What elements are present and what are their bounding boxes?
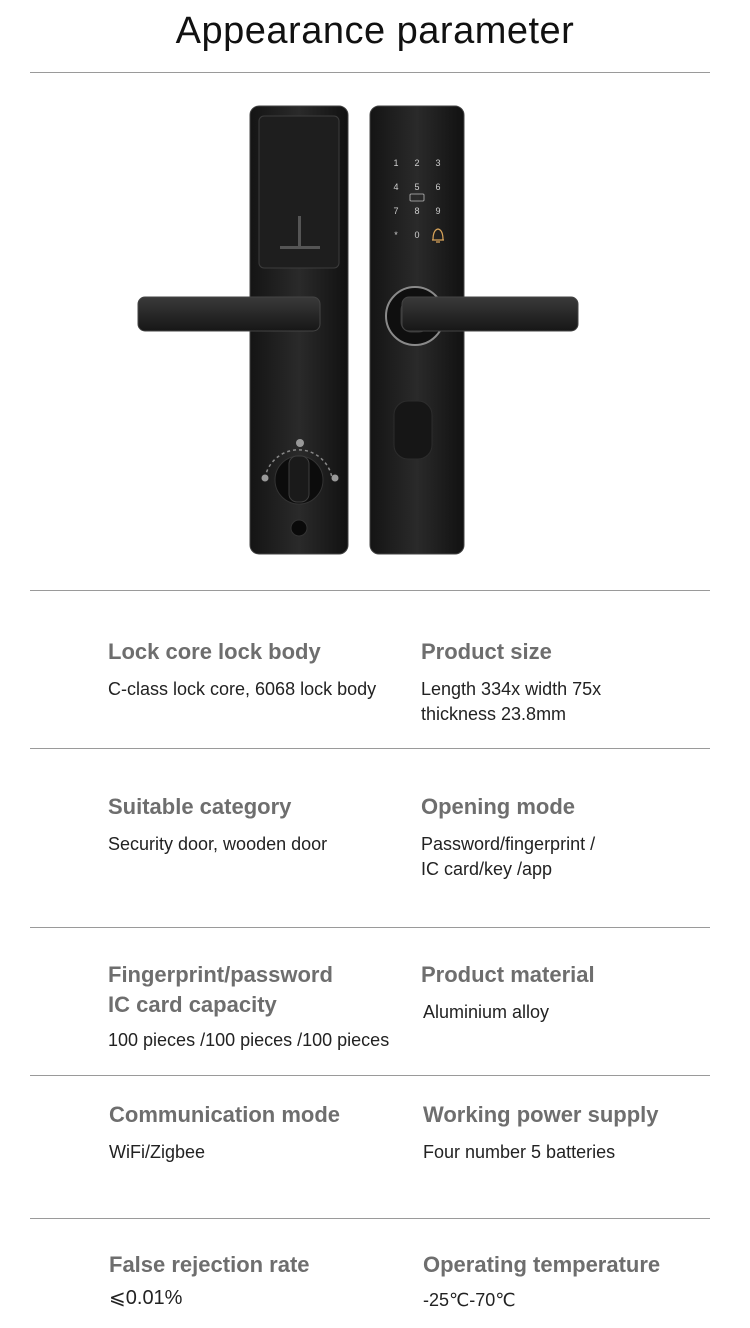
- spec-label: Lock core lock body: [108, 639, 321, 664]
- spec-capacity: [108, 960, 389, 1053]
- keypad-key: 3: [435, 158, 441, 168]
- spec-value: WiFi/Zigbee: [109, 1142, 206, 1162]
- divider: [30, 1075, 710, 1076]
- spec-power: [423, 1100, 659, 1165]
- spec-label: Fingerprint/password: [108, 962, 333, 987]
- keypad-key: 6: [435, 182, 441, 192]
- spec-label: False rejection rate: [109, 1252, 310, 1277]
- spec-value: IC card/key /app: [421, 859, 553, 879]
- keypad-key: 0: [414, 230, 420, 240]
- keypad-key: 1: [393, 158, 399, 168]
- spec-label: Opening mode: [421, 794, 575, 819]
- spec-value: Aluminium alloy: [423, 1002, 550, 1022]
- spec-value: ⩽0.01%: [109, 1287, 183, 1309]
- divider: [30, 748, 710, 749]
- divider: [30, 927, 710, 928]
- inner-handle: [138, 297, 320, 331]
- divider: [30, 72, 710, 73]
- spec-label: Operating temperature: [423, 1252, 661, 1277]
- keypad-key: *: [394, 230, 398, 240]
- spec-temperature: [423, 1250, 660, 1313]
- spec-label: Communication mode: [109, 1102, 341, 1127]
- spec-communication: [109, 1100, 340, 1165]
- spec-label: Product size: [421, 639, 552, 664]
- keypad-key: 8: [414, 206, 420, 216]
- divider: [30, 590, 710, 591]
- spec-material: [421, 960, 595, 1025]
- outer-handle: [402, 297, 578, 331]
- keypad-key: 4: [393, 182, 399, 192]
- keypad-key: 2: [414, 158, 420, 168]
- spec-value: Length 334x width 75x: [421, 679, 602, 699]
- spec-suitable-category: [108, 792, 327, 857]
- spec-value: -25℃-70℃: [423, 1290, 516, 1310]
- spec-lock-core: [108, 637, 376, 702]
- spec-value: Security door, wooden door: [108, 834, 328, 854]
- spec-product-size: [421, 637, 601, 727]
- keypad-key: 7: [393, 206, 399, 216]
- spec-value: 100 pieces /100 pieces /100 pieces: [108, 1030, 390, 1050]
- spec-value: thickness 23.8mm: [421, 704, 567, 724]
- spec-label: Working power supply: [423, 1102, 659, 1127]
- keypad-key: 9: [435, 206, 441, 216]
- spec-label: IC card capacity: [108, 992, 277, 1017]
- spec-label: Suitable category: [108, 794, 292, 819]
- spec-opening-mode: [421, 792, 595, 882]
- spec-false-rejection: [109, 1250, 310, 1311]
- keypad-key: 5: [414, 182, 420, 192]
- page-title: Appearance parameter: [175, 10, 575, 52]
- spec-value: C-class lock core, 6068 lock body: [108, 679, 377, 699]
- spec-label: Product material: [421, 962, 595, 987]
- smart-lock-image: [130, 96, 590, 562]
- key-cover: [394, 401, 432, 459]
- spec-value: Four number 5 batteries: [423, 1142, 616, 1162]
- divider: [30, 1218, 710, 1219]
- spec-value: Password/fingerprint /: [421, 834, 596, 854]
